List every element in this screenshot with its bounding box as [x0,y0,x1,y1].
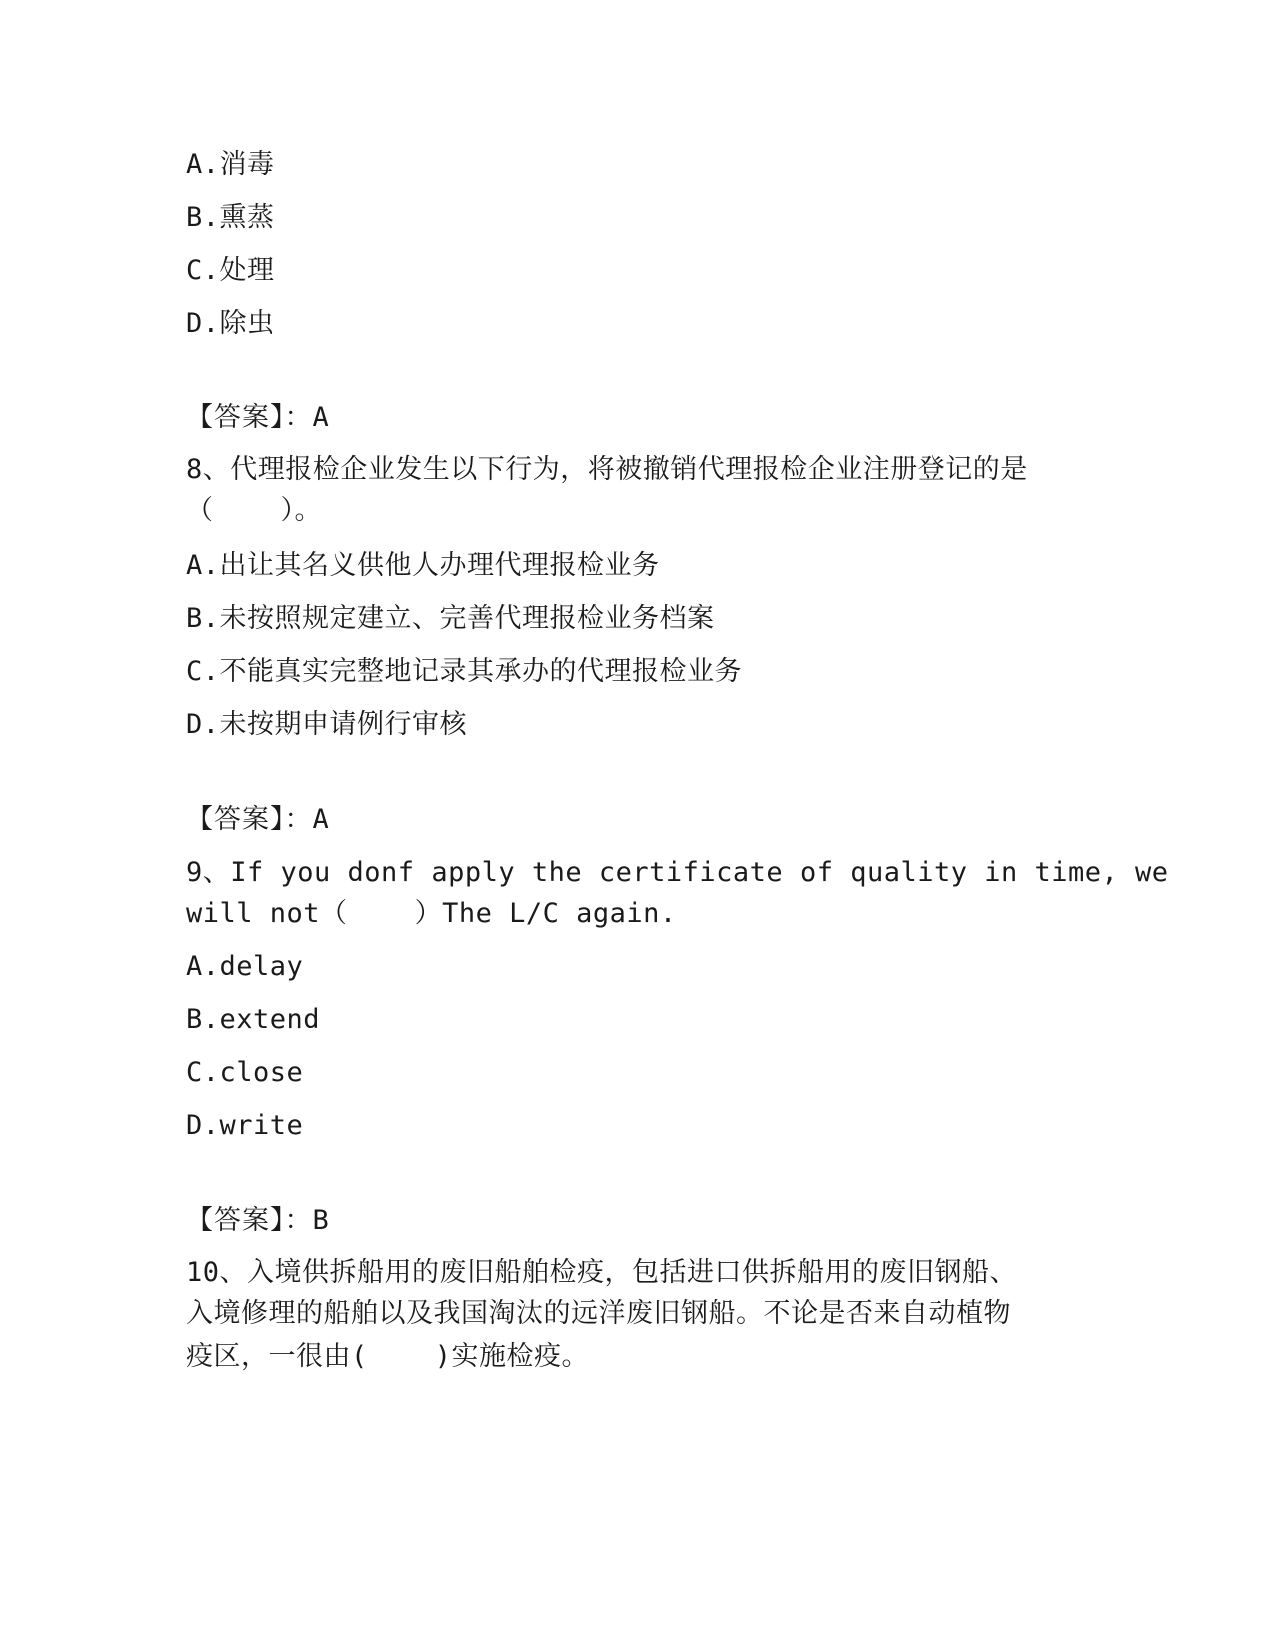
q9-option-d: D.write [186,1110,304,1141]
q7-answer: 【答案】：A [186,402,330,433]
q9-option-c: C.close [186,1057,304,1088]
q8-option-c: C.不能真实完整地记录其承办的代理报检业务 [186,656,743,687]
q9-answer: 【答案】：B [186,1205,330,1236]
q9-option-b: B.extend [186,1004,321,1035]
q8-stem-line2: （ ）。 [186,495,323,526]
q10-stem-line2: 入境修理的船舶以及我国淘汰的远洋废旧钢船。不论是否来自动植物 [186,1298,1011,1329]
q8-option-a: A.出让其名义供他人办理代理报检业务 [186,550,660,581]
q8-option-d: D.未按期申请例行审核 [186,709,468,740]
q9-stem-line1: 9、If you donf apply the certificate of quality in time, we [186,857,1169,888]
q7-option-c: C.处理 [186,255,275,286]
q8-option-b: B.未按照规定建立、完善代理报检业务档案 [186,603,715,634]
q7-option-b: B.熏蒸 [186,202,275,233]
q9-option-a: A.delay [186,951,304,982]
q10-stem-line3: 疫区，一很由( )实施检疫。 [186,1341,590,1372]
q8-answer: 【答案】：A [186,804,330,835]
q8-stem-line1: 8、代理报检企业发生以下行为，将被撤销代理报检企业注册登记的是 [186,454,1028,485]
q7-option-a: A.消毒 [186,149,275,180]
q9-stem-line2: will not（ ）The L/C again. [186,898,677,929]
q10-stem-line1: 10、入境供拆船用的废旧船舶检疫，包括进口供拆船用的废旧钢船、 [186,1257,1018,1288]
q7-option-d: D.除虫 [186,308,275,339]
